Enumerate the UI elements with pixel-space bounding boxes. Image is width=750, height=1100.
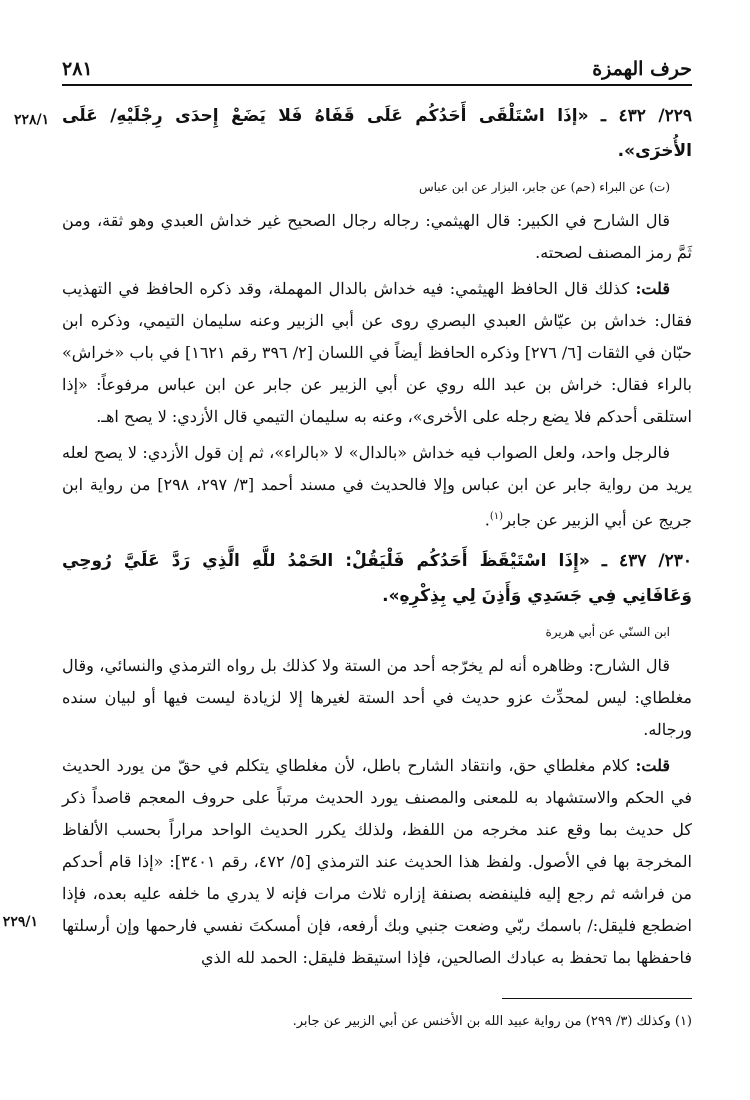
- header-rule: [62, 84, 692, 86]
- chapter-title: حرف الهمزة: [592, 58, 692, 80]
- margin-reference: ٢٢٩/١: [2, 914, 38, 931]
- hadith-source: (ت) عن البراء (حم) عن جابر، البزار عن ابن عباس: [418, 180, 670, 194]
- commentary-paragraph: [2, 750, 693, 974]
- commentary-paragraph: [62, 273, 692, 433]
- qult-label: قلت:: [635, 279, 670, 298]
- page-header: [62, 52, 692, 86]
- footnote-mark: (١): [489, 511, 504, 522]
- paragraph-text: كلام مغلطاي حق، وانتقاد الشارح باطل، لأن مغلطاي يتكلم في حقّ من يورد الحديث في الحكم والاستشهاد به للمعنى والمصنف يورد الحديث مرتباً على حروف المعجم قاصداً ذكر كل حديث بما وقع عند مخرجه من اللفظ، ولذلك يكرر الحديث الواحد مراراً بحسب الألفاظ المخرجة بها في الأصول. ولفظ هذا الحديث عند الترمذي [٥/ ٤٧٢، رقم ٣٤٠١]: «إذا قام أحدكم من فراشه ثم رجع إليه فلينفضه بصنفة إزاره ثلاث مرات فإنه لا يدري ما خلفه عليه بعده، فإذا اضطجع فليقل:/ باسمك ربّي وضعت جنبي وبك أرفعه، فإن أمسكتَ نفسي فارحمها وإن أرسلتها فاحفظها بما تحفظ به عبادك الصالحين، فإذا استيقظ فليقل: الحمد لله الذي: [62, 756, 693, 968]
- hadith-text: «إذَا اسْتَلْقَى أَحَدُكُم عَلَى قَفَاهُ فَلا يَضَعْ إِحدَى رِجْلَيْهِ/ عَلَى الأُخرَى».: [62, 106, 692, 161]
- margin-reference: ٢٢٨/١: [14, 112, 50, 128]
- hadith-entry-1: ٢٢٩/ ٤٣٢ ـ «إذَا اسْتَلْقَى أَحَدُكُم عَلَى قَفَاهُ فَلا يَضَعْ إِحدَى رِجْلَيْهِ/ عَلَى الأُخرَى». ٢٢٨/١: [62, 99, 692, 169]
- commentary-paragraph: فالرجل واحد، ولعل الصواب فيه خداش «بالدال» لا «بالراء»، ثم إن قول الأزدي: لا يصح لعله يريد من رواية جابر عن ابن عباس وإلا فالحديث في مسند أحمد [٣/ ٢٩٧، ٢٩٨] من رواية ابن جريج عن أبي الزبير عن جابر$^{(١)}$.: [62, 443, 693, 530]
- page-number: ٢٨١: [62, 58, 93, 80]
- page-content: [2, 95, 693, 974]
- hadith-number: ٢٢٩/ ٤٣٢: [618, 106, 692, 126]
- commentary-paragraph: قال الشارح في الكبير: قال الهيثمي: رجاله رجال الصحيح غير خداش العبدي وهو ثقة، ومن ثَمَّ رمز المصنف لصحته.: [62, 211, 692, 262]
- hadith-source: ابن السنّي عن أبي هريرة: [545, 625, 670, 640]
- hadith-text: «إِذَا اسْتَيْقَظَ أَحَدُكُم فَلْيَقُلْ: الحَمْدُ للَّهِ الَّذِي رَدَّ عَلَيَّ رُوحِي وَعَافَانِي فِي جَسَدِي وَأَذِنَ لِي بِذِكْرِهِ».: [62, 551, 692, 607]
- footnote-rule: [502, 998, 692, 999]
- paragraph-text: كذلك قال الحافظ الهيثمي: فيه خداش بالدال المهملة، وقد ذكره الحافظ في التهذيب فقال: خداش بن عيّاش العبدي البصري روى عن أبي الزبير وعنه سليمان التيمي، وذكره ابن حبّان في الثقات [٦/ ٢٧٦] وذكره الحافظ أيضاً في اللسان [٢/ ٣٩٦ رقم ١٦٢١] في باب «خراش» بالراء فقال: خراش بن عبد الله روي عن أبي الزبير عن جابر عن ابن عباس مرفوعاً: «إذا استلقى أحدكم فلا يضع رجله على الأخرى»، وعنه به سليمان التيمي قال الأزدي: لا يصح اهـ.: [62, 279, 692, 426]
- commentary-paragraph: قال الشارح: وظاهره أنه لم يخرّجه أحد من الستة ولا كذلك بل رواه الترمذي والنسائي، وقال مغلطاي: ليس لمحدِّث عزو حديث في أحد الستة لغيرها إلا لزيادة ليست فيها أو لبيان سنده ورجاله.: [62, 656, 692, 740]
- hadith-number: ٢٣٠/ ٤٣٧: [618, 551, 692, 572]
- footnote: (١) وكذلك (٣/ ٢٩٩) من رواية عبيد الله بن الأخنس عن أبي الزبير عن جابر.: [292, 1014, 692, 1029]
- paragraph-text: فالرجل واحد، ولعل الصواب فيه خداش «بالدال» لا «بالراء»، ثم إن قول الأزدي: لا يصح لعله يريد من رواية جابر عن ابن عباس وإلا فالحديث في مسند أحمد [٣/ ٢٩٧، ٢٩٨] من رواية ابن جريج عن أبي الزبير عن جابر: [62, 443, 693, 530]
- qult-label: قلت:: [635, 756, 671, 776]
- hadith-entry-2: ٢٣٠/ ٤٣٧ ـ «إِذَا اسْتَيْقَظَ أَحَدُكُم فَلْيَقُلْ: الحَمْدُ للَّهِ الَّذِي رَدَّ عَلَيَّ رُوحِي وَعَافَانِي فِي جَسَدِي وَأَذِنَ لِي بِذِكْرِهِ».: [62, 551, 692, 607]
